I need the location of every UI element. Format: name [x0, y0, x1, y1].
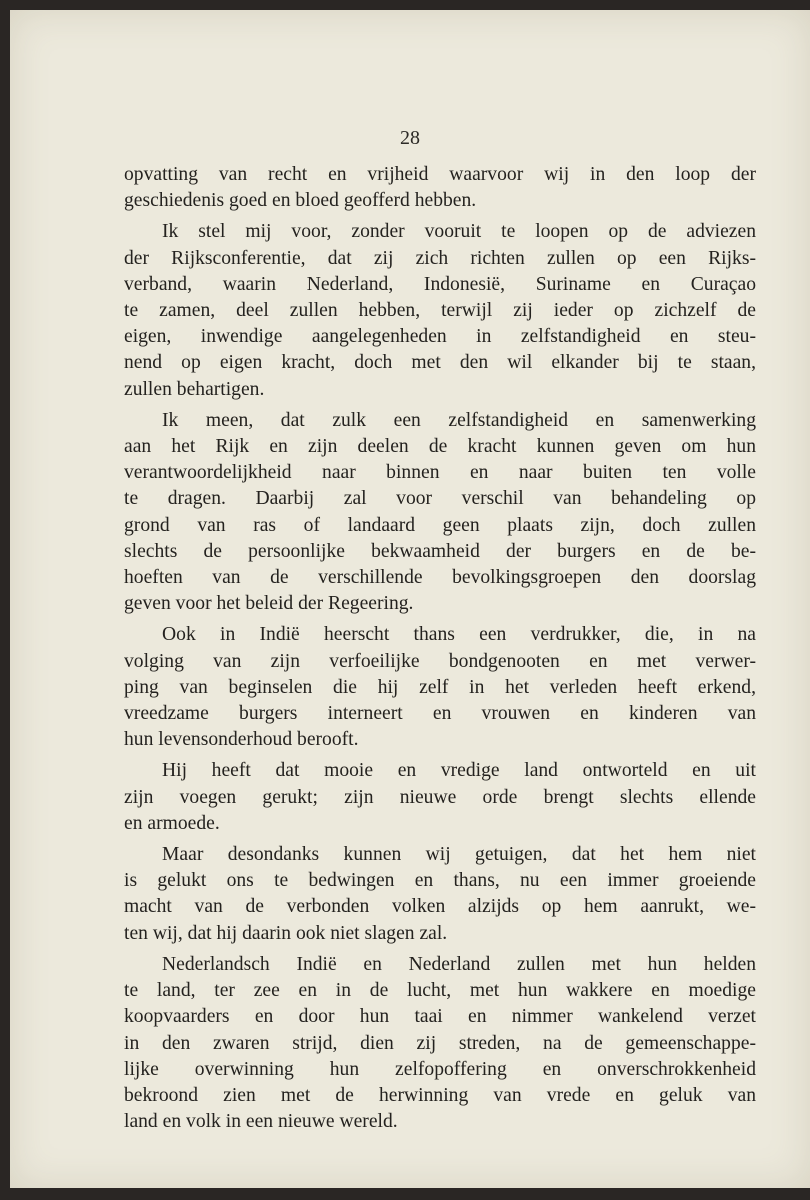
text-line: opvatting van recht en vrijheid waarvoor wij in den loop der — [124, 164, 756, 185]
body-text — [124, 162, 756, 1135]
paragraph — [124, 952, 756, 1135]
text-line: hoeften van de verschillende bevolkingsgroepen den doorslag — [124, 567, 756, 589]
text-line: der Rijksconferentie, dat zij zich richten zullen op een Rijks- — [124, 247, 756, 269]
text-line: eigen, inwendige aangelegenheden in zelfstandigheid en steu- — [124, 326, 756, 348]
text-line: aan het Rijk en zijn deelen de kracht kunnen geven om hun — [124, 436, 756, 458]
paragraph — [124, 622, 756, 753]
text-line: hun levensonderhoud berooft. — [124, 729, 359, 751]
text-line: vreedzame burgers interneert en vrouwen en kinderen van — [124, 703, 756, 725]
text-line: geschiedenis goed en bloed geofferd hebben. — [124, 190, 477, 212]
text-line: ten wij, dat hij daarin ook niet slagen zal. — [124, 922, 448, 944]
text-line: ping van beginselen die hij zelf in het verleden heeft erkend, — [124, 676, 756, 698]
text-line: slechts de persoonlijke bekwaamheid der burgers en de be- — [124, 540, 756, 562]
text-line: Ik meen, dat zulk een zelfstandigheid en samenwerking — [162, 409, 756, 431]
text-line: verband, waarin Nederland, Indonesië, Suriname en Curaçao — [124, 273, 756, 295]
paragraph — [124, 758, 756, 837]
text-line: en armoede. — [124, 812, 220, 834]
text-line: Ik stel mij voor, zonder vooruit te loopen op de adviezen — [162, 221, 756, 243]
text-line: volging van zijn verfoeilijke bondgenooten en met verwer- — [124, 650, 756, 672]
paragraph — [124, 842, 756, 947]
text-line: te zamen, deel zullen hebben, terwijl zij ieder op zichzelf de — [124, 300, 756, 322]
text-line: in den zwaren strijd, dien zij streden, na de gemeenschappe- — [124, 1032, 756, 1054]
text-line: macht van de verbonden volken alzijds op hem aanrukt, we- — [124, 896, 756, 918]
text-line: nend op eigen kracht, doch met den wil elkander bij te staan, — [124, 352, 756, 374]
text-line: verantwoordelijkheid naar binnen en naar buiten ten volle — [124, 462, 756, 484]
text-line: koopvaarders en door hun taai en nimmer wankelend verzet — [124, 1006, 756, 1028]
text-line: te dragen. Daarbij zal voor verschil van behandeling op — [124, 488, 756, 510]
text-line: Hij heeft dat mooie en vredige land ontworteld en uit — [162, 760, 756, 782]
text-line: land en volk in een nieuwe wereld. — [124, 1111, 398, 1133]
text-line: Nederlandsch Indië en Nederland zullen met hun helden — [162, 953, 756, 975]
text-line: lijke overwinning hun zelfopoffering en onverschrokkenheid — [124, 1058, 756, 1080]
text-line: geven voor het beleid der Regeering. — [124, 593, 414, 615]
text-line: te land, ter zee en in de lucht, met hun wakkere en moedige — [124, 980, 756, 1002]
text-line: Maar desondanks kunnen wij getuigen, dat het hem niet — [162, 844, 756, 866]
text-line: Ook in Indië heerscht thans een verdrukker, die, in na — [162, 624, 756, 646]
paragraph — [124, 162, 756, 214]
text-line: bekroond zien met de herwinning van vrede en geluk van — [124, 1084, 756, 1106]
paragraph — [124, 408, 756, 618]
text-line: grond van ras of landaard geen plaats zijn, doch zullen — [124, 514, 756, 536]
text-line: is gelukt ons te bedwingen en thans, nu een immer groeiende — [124, 870, 756, 892]
page-number: 28 — [400, 127, 420, 149]
text-line: zullen behartigen. — [124, 378, 265, 400]
paragraph — [124, 219, 756, 402]
text-line: zijn voegen gerukt; zijn nieuwe orde brengt slechts ellende — [124, 786, 756, 808]
book-page — [10, 10, 810, 1188]
